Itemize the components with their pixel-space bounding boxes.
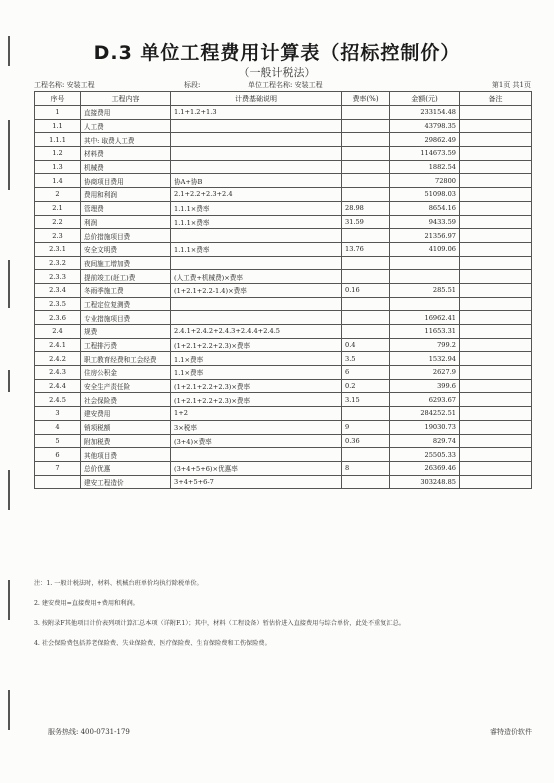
- cell-index: 2.3.4: [35, 283, 81, 297]
- cell-index: 1.2: [35, 147, 81, 161]
- cell-remark: [460, 215, 532, 229]
- table-row: [35, 461, 532, 475]
- cell-basis: [171, 147, 342, 161]
- cell-amount: 399.6: [390, 379, 460, 393]
- cell-rate: 6: [342, 366, 390, 380]
- table-row: [35, 407, 532, 421]
- col-header-amount: 金额(元): [390, 92, 460, 106]
- table-row: [35, 420, 532, 434]
- cell-rate: [342, 448, 390, 462]
- cell-content: 专业措施项目费: [81, 311, 171, 325]
- note-item: 2. 建安费用=直接费用+费用和利润。: [34, 600, 139, 607]
- cell-amount: 19030.73: [390, 420, 460, 434]
- cell-basis: [171, 311, 342, 325]
- cell-index: 7: [35, 461, 81, 475]
- note-item: 3. 按附录F其他项目计价表列项计算汇总本项（详附F.1）；其中，材料（工程设备）暂估价进入直接费用与综合单价，此处不重复汇总。: [34, 620, 405, 627]
- cell-remark: [460, 201, 532, 215]
- cell-content: 冬雨季施工费: [81, 283, 171, 297]
- table-row: [35, 379, 532, 393]
- table-row: [35, 325, 532, 339]
- table-row: [35, 119, 532, 133]
- cell-index: 2.3.1: [35, 242, 81, 256]
- cell-index: 2.3.2: [35, 256, 81, 270]
- cell-basis: 2.1+2.2+2.3+2.4: [171, 188, 342, 202]
- cell-amount: 43798.35: [390, 119, 460, 133]
- section-label: 标段:: [184, 81, 201, 89]
- col-header-rate: 费率(%): [342, 92, 390, 106]
- cell-content: 夜间施工增加费: [81, 256, 171, 270]
- cell-amount: 303248.85: [390, 475, 460, 489]
- cell-amount: 26369.46: [390, 461, 460, 475]
- cell-index: 2.2: [35, 215, 81, 229]
- cell-content: 其他项目费: [81, 448, 171, 462]
- cell-amount: 1882.54: [390, 160, 460, 174]
- table-row: [35, 311, 532, 325]
- cell-basis: 1.1×费率: [171, 366, 342, 380]
- cell-index: 2.4.4: [35, 379, 81, 393]
- cell-remark: [460, 119, 532, 133]
- col-header-index: 序号: [35, 92, 81, 106]
- cell-amount: 829.74: [390, 434, 460, 448]
- cell-amount: 9433.59: [390, 215, 460, 229]
- cell-basis: (人工费+机械费)×费率: [171, 270, 342, 284]
- cell-rate: [342, 229, 390, 243]
- cell-content: 利润: [81, 215, 171, 229]
- cell-amount: 16962.41: [390, 311, 460, 325]
- table-row: [35, 133, 532, 147]
- cell-index: 1: [35, 106, 81, 120]
- cell-content: 安全生产责任险: [81, 379, 171, 393]
- col-header-content: 工程内容: [81, 92, 171, 106]
- cell-index: 3: [35, 407, 81, 421]
- table-row: [35, 283, 532, 297]
- table-row: [35, 160, 532, 174]
- cell-remark: [460, 448, 532, 462]
- cell-rate: 9: [342, 420, 390, 434]
- cell-index: 1.1: [35, 119, 81, 133]
- cell-index: 1.3: [35, 160, 81, 174]
- page-indicator: 第1页 共1页: [491, 81, 531, 89]
- cell-remark: [460, 461, 532, 475]
- cell-index: 6: [35, 448, 81, 462]
- cell-index: 2.1: [35, 201, 81, 215]
- cell-content: 直接费用: [81, 106, 171, 120]
- cell-content: 管理费: [81, 201, 171, 215]
- cell-basis: 1.1.1×费率: [171, 201, 342, 215]
- cell-remark: [460, 106, 532, 120]
- cell-remark: [460, 338, 532, 352]
- cell-rate: [342, 256, 390, 270]
- cell-rate: [342, 311, 390, 325]
- cell-rate: [342, 174, 390, 188]
- cell-amount: 25505.33: [390, 448, 460, 462]
- cell-amount: 6293.67: [390, 393, 460, 407]
- cell-amount: 51098.03: [390, 188, 460, 202]
- cell-content: 材料费: [81, 147, 171, 161]
- cell-index: [35, 475, 81, 489]
- table-row: [35, 256, 532, 270]
- cell-amount: 21356.97: [390, 229, 460, 243]
- cell-basis: 1.1.1×费率: [171, 215, 342, 229]
- cell-remark: [460, 160, 532, 174]
- cell-remark: [460, 256, 532, 270]
- cell-basis: 1+2: [171, 407, 342, 421]
- col-header-remark: 备注: [460, 92, 532, 106]
- cell-rate: [342, 407, 390, 421]
- cell-remark: [460, 174, 532, 188]
- table-header-row: [35, 92, 532, 106]
- table-row: [35, 229, 532, 243]
- cell-basis: 1.1×费率: [171, 352, 342, 366]
- cell-content: 安全文明费: [81, 242, 171, 256]
- cell-amount: 4109.06: [390, 242, 460, 256]
- cell-basis: [171, 448, 342, 462]
- project-name: 工程名称: 安装工程: [34, 81, 95, 89]
- cell-rate: 0.4: [342, 338, 390, 352]
- cell-remark: [460, 133, 532, 147]
- cell-rate: [342, 160, 390, 174]
- cell-index: 2.3.6: [35, 311, 81, 325]
- cell-content: 销项税额: [81, 420, 171, 434]
- service-hotline: 服务热线: 400-0731-179: [48, 728, 130, 736]
- cell-basis: 3+4+5+6-7: [171, 475, 342, 489]
- cell-content: 总价措施项目费: [81, 229, 171, 243]
- cell-amount: 1532.94: [390, 352, 460, 366]
- cell-rate: [342, 325, 390, 339]
- table-row: [35, 366, 532, 380]
- cell-basis: 1.1.1×费率: [171, 242, 342, 256]
- cell-index: 4: [35, 420, 81, 434]
- cell-rate: [342, 188, 390, 202]
- cell-rate: [342, 147, 390, 161]
- cell-index: 2.4.2: [35, 352, 81, 366]
- table-row: [35, 242, 532, 256]
- cell-basis: [171, 119, 342, 133]
- binding-holes: [2, 0, 16, 783]
- table-row: [35, 434, 532, 448]
- cell-rate: 13.76: [342, 242, 390, 256]
- table-body: [35, 106, 532, 489]
- cell-amount: 799.2: [390, 338, 460, 352]
- cell-basis: 3×税率: [171, 420, 342, 434]
- cell-remark: [460, 393, 532, 407]
- cell-basis: (3+4)×费率: [171, 434, 342, 448]
- table-row: [35, 106, 532, 120]
- cell-content: 其中: 取费人工费: [81, 133, 171, 147]
- cell-remark: [460, 366, 532, 380]
- cell-amount: 29862.49: [390, 133, 460, 147]
- cell-content: 人工费: [81, 119, 171, 133]
- cell-content: 附加税费: [81, 434, 171, 448]
- cell-rate: 0.2: [342, 379, 390, 393]
- cell-content: 工程排污费: [81, 338, 171, 352]
- cell-content: 规费: [81, 325, 171, 339]
- cell-amount: 8654.16: [390, 201, 460, 215]
- table-row: [35, 448, 532, 462]
- cell-rate: [342, 475, 390, 489]
- cell-remark: [460, 475, 532, 489]
- cell-remark: [460, 434, 532, 448]
- table-row: [35, 352, 532, 366]
- cell-index: 1.1.1: [35, 133, 81, 147]
- cell-rate: 28.98: [342, 201, 390, 215]
- cell-index: 1.4: [35, 174, 81, 188]
- cell-basis: (1+2.1+2.2-1.4)×费率: [171, 283, 342, 297]
- cell-basis: [171, 229, 342, 243]
- cell-amount: 11653.31: [390, 325, 460, 339]
- cell-index: 2: [35, 188, 81, 202]
- table-row: [35, 297, 532, 311]
- cell-remark: [460, 420, 532, 434]
- cell-content: 工程定位复测费: [81, 297, 171, 311]
- table-row: [35, 215, 532, 229]
- cell-content: 总价优惠: [81, 461, 171, 475]
- table-row: [35, 201, 532, 215]
- cell-remark: [460, 297, 532, 311]
- cell-basis: [171, 256, 342, 270]
- cell-remark: [460, 283, 532, 297]
- table-row: [35, 270, 532, 284]
- cell-index: 2.4: [35, 325, 81, 339]
- cell-rate: [342, 119, 390, 133]
- cell-basis: [171, 133, 342, 147]
- cell-content: 机械费: [81, 160, 171, 174]
- cell-remark: [460, 147, 532, 161]
- cell-remark: [460, 379, 532, 393]
- note-item: 注：1. 一般计税法时，材料、机械台班单价均执行除税单价。: [34, 580, 203, 587]
- document-title: D.3 单位工程费用计算表（招标控制价）: [93, 42, 461, 64]
- cell-basis: [171, 297, 342, 311]
- cell-amount: 233154.48: [390, 106, 460, 120]
- cell-amount: [390, 270, 460, 284]
- cell-index: 2.3.3: [35, 270, 81, 284]
- notes-section: [34, 578, 534, 658]
- cell-rate: 8: [342, 461, 390, 475]
- cell-amount: 2627.9: [390, 366, 460, 380]
- cell-index: 2.4.3: [35, 366, 81, 380]
- cell-basis: (1+2.1+2.2+2.3)×费率: [171, 393, 342, 407]
- cell-rate: [342, 133, 390, 147]
- cell-rate: [342, 297, 390, 311]
- table-row: [35, 188, 532, 202]
- note-item: 4. 社会保险费包括养老保险费、失业保险费、医疗保险费、生育保险费和工伤保险费。: [34, 640, 271, 647]
- cell-rate: 3.5: [342, 352, 390, 366]
- cell-remark: [460, 311, 532, 325]
- cell-remark: [460, 188, 532, 202]
- table-row: [35, 174, 532, 188]
- unit-project-name: 单位工程名称: 安装工程: [248, 81, 323, 89]
- cell-basis: (1+2.1+2.2+2.3)×费率: [171, 338, 342, 352]
- cell-remark: [460, 407, 532, 421]
- cell-rate: 0.16: [342, 283, 390, 297]
- table-row: [35, 393, 532, 407]
- cell-amount: 72800: [390, 174, 460, 188]
- cell-remark: [460, 229, 532, 243]
- cell-basis: 2.4.1+2.4.2+2.4.3+2.4.4+2.4.5: [171, 325, 342, 339]
- cell-rate: 3.15: [342, 393, 390, 407]
- cell-rate: 0.36: [342, 434, 390, 448]
- table-row: [35, 147, 532, 161]
- cell-basis: (3+4+5+6)×优惠率: [171, 461, 342, 475]
- software-name: 睿特造价软件: [490, 728, 532, 736]
- cell-amount: 114673.59: [390, 147, 460, 161]
- document-subtitle: （一般计税法）: [238, 66, 316, 79]
- cell-content: 费用和利润: [81, 188, 171, 202]
- cell-index: 5: [35, 434, 81, 448]
- table-row: [35, 338, 532, 352]
- cell-content: 协商项目费用: [81, 174, 171, 188]
- cell-basis: 协A+协B: [171, 174, 342, 188]
- cell-content: 社会保险费: [81, 393, 171, 407]
- cell-rate: 31.59: [342, 215, 390, 229]
- cell-index: 2.3: [35, 229, 81, 243]
- cell-remark: [460, 270, 532, 284]
- cell-rate: [342, 270, 390, 284]
- cell-basis: 1.1+1.2+1.3: [171, 106, 342, 120]
- cell-index: 2.3.5: [35, 297, 81, 311]
- cell-amount: 284252.51: [390, 407, 460, 421]
- cell-amount: 285.51: [390, 283, 460, 297]
- cost-table: [34, 91, 532, 489]
- cell-remark: [460, 352, 532, 366]
- col-header-basis: 计费基础说明: [171, 92, 342, 106]
- cell-index: 2.4.1: [35, 338, 81, 352]
- cell-amount: [390, 256, 460, 270]
- cell-basis: [171, 160, 342, 174]
- cell-remark: [460, 242, 532, 256]
- table-row: [35, 475, 532, 489]
- cell-index: 2.4.5: [35, 393, 81, 407]
- cell-rate: [342, 106, 390, 120]
- cell-amount: [390, 297, 460, 311]
- cell-content: 提前竣工(赶工)费: [81, 270, 171, 284]
- cell-content: 建安工程造价: [81, 475, 171, 489]
- cell-content: 住房公积金: [81, 366, 171, 380]
- cell-content: 建安费用: [81, 407, 171, 421]
- cell-basis: (1+2.1+2.2+2.3)×费率: [171, 379, 342, 393]
- cell-content: 职工教育经费和工会经费: [81, 352, 171, 366]
- cell-remark: [460, 325, 532, 339]
